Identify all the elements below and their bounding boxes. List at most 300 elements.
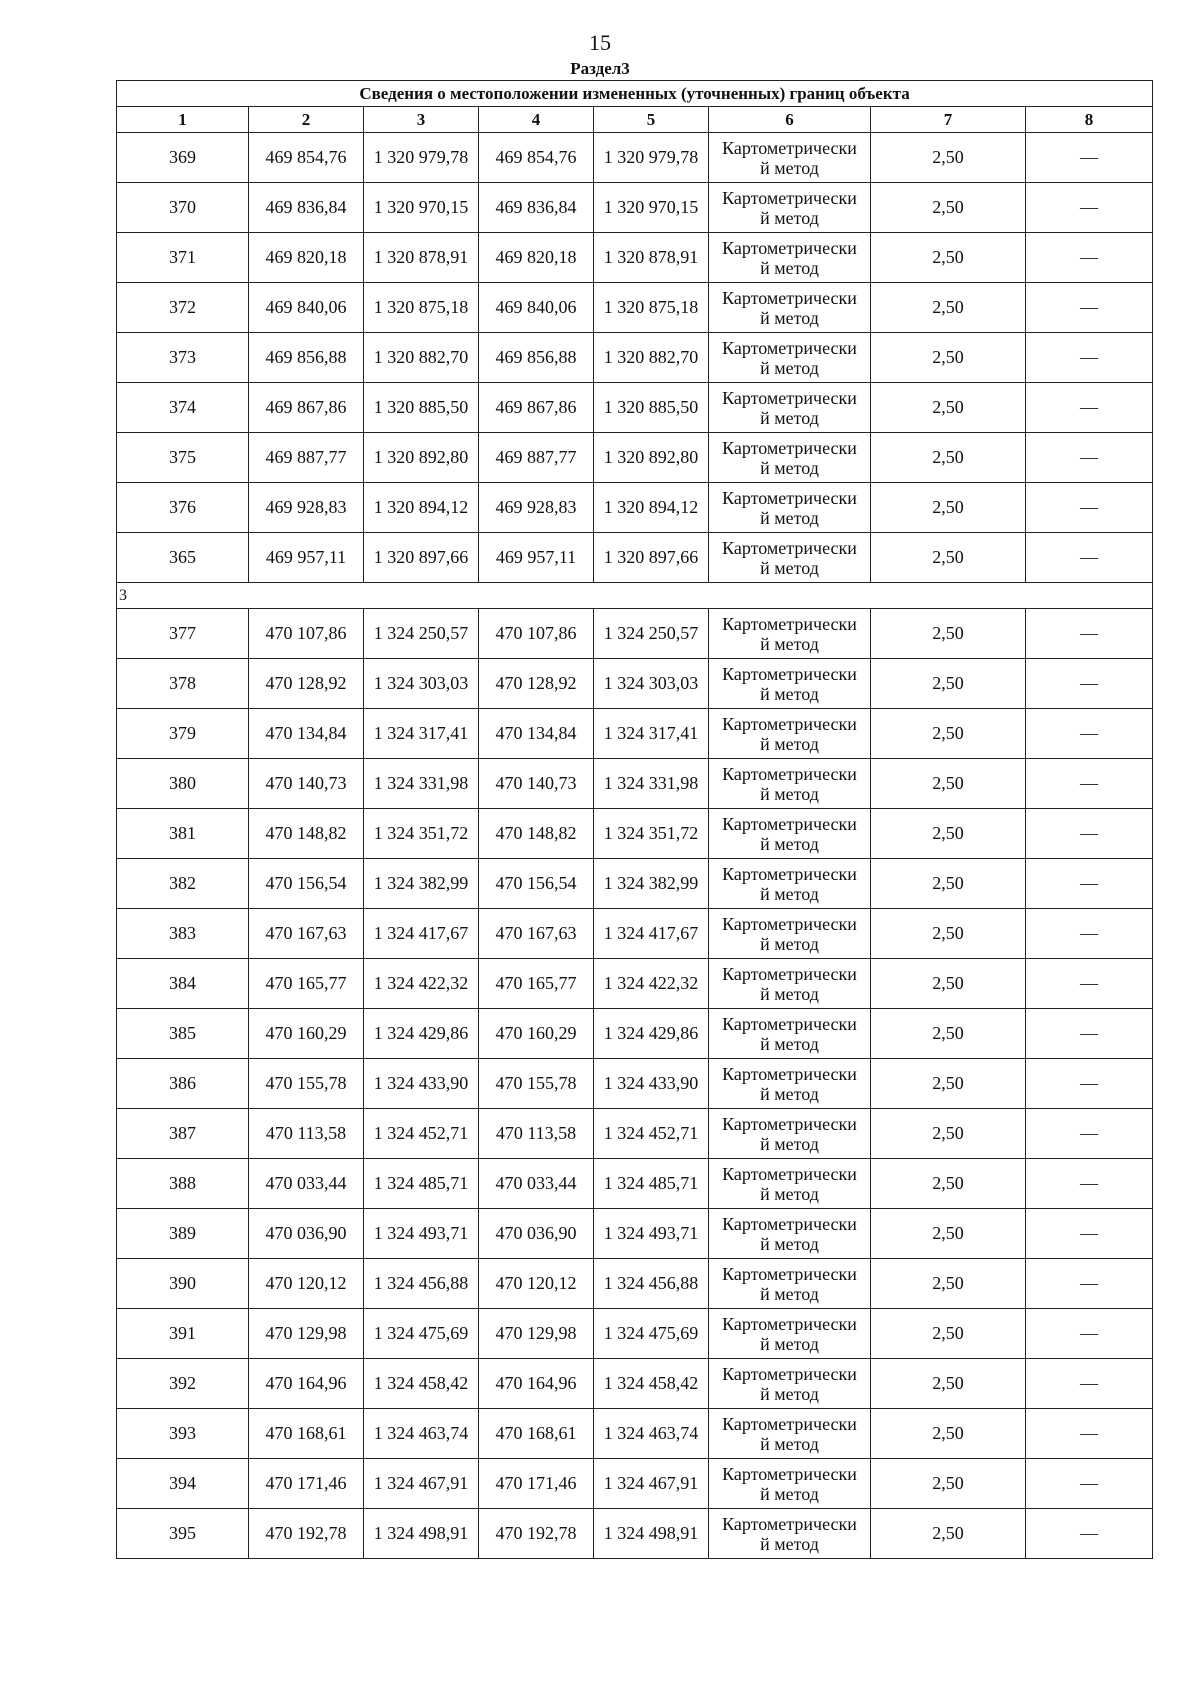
accuracy-cell: 2,50 [871,233,1026,283]
description-cell: — [1026,1409,1153,1459]
method-line-1: Картометрически [722,1063,857,1084]
table-row [117,1259,1153,1309]
method-line-2: й метод [760,633,819,654]
y-existing-cell: 1 324 429,86 [364,1009,479,1059]
method-line-1: Картометрически [722,1113,857,1134]
accuracy-cell: 2,50 [871,1259,1026,1309]
x-existing-cell: 469 887,77 [249,433,364,483]
y-refined-cell: 1 320 882,70 [594,333,709,383]
accuracy-cell: 2,50 [871,283,1026,333]
point-number-cell: 391 [117,1309,249,1359]
x-refined-cell: 470 120,12 [479,1259,594,1309]
x-refined-cell: 470 167,63 [479,909,594,959]
x-existing-cell: 470 165,77 [249,959,364,1009]
column-number: 7 [871,107,1026,133]
y-existing-cell: 1 324 485,71 [364,1159,479,1209]
method-line-2: й метод [760,207,819,228]
description-cell: — [1026,1209,1153,1259]
x-existing-cell: 470 129,98 [249,1309,364,1359]
method-cell [709,533,871,583]
x-existing-cell: 470 192,78 [249,1509,364,1559]
description-cell: — [1026,433,1153,483]
method-cell [709,1409,871,1459]
y-existing-cell: 1 320 892,80 [364,433,479,483]
method-line-2: й метод [760,1033,819,1054]
accuracy-cell: 2,50 [871,333,1026,383]
y-existing-cell: 1 324 463,74 [364,1409,479,1459]
description-cell: — [1026,859,1153,909]
accuracy-cell: 2,50 [871,133,1026,183]
accuracy-cell: 2,50 [871,1309,1026,1359]
table-row [117,609,1153,659]
method-line-1: Картометрически [722,1313,857,1334]
accuracy-cell: 2,50 [871,533,1026,583]
y-refined-cell: 1 320 878,91 [594,233,709,283]
x-existing-cell: 470 164,96 [249,1359,364,1409]
y-existing-cell: 1 324 422,32 [364,959,479,1009]
method-cell [709,183,871,233]
column-number-row [117,107,1153,133]
point-number-cell: 392 [117,1359,249,1409]
method-line-1: Картометрически [722,487,857,508]
table-row [117,1059,1153,1109]
method-line-1: Картометрически [722,387,857,408]
description-cell: — [1026,759,1153,809]
column-number: 1 [117,107,249,133]
table-body-block-2 [117,609,1153,1559]
point-number-cell: 385 [117,1009,249,1059]
point-number-cell: 395 [117,1509,249,1559]
method-line-1: Картометрически [722,1363,857,1384]
point-number-cell: 375 [117,433,249,483]
y-refined-cell: 1 324 317,41 [594,709,709,759]
x-existing-cell: 470 148,82 [249,809,364,859]
table-row [117,1009,1153,1059]
y-refined-cell: 1 320 897,66 [594,533,709,583]
group-label: 3 [117,583,1153,609]
method-line-2: й метод [760,307,819,328]
description-cell: — [1026,133,1153,183]
y-existing-cell: 1 320 875,18 [364,283,479,333]
point-number-cell: 387 [117,1109,249,1159]
description-cell: — [1026,709,1153,759]
method-line-2: й метод [760,407,819,428]
accuracy-cell: 2,50 [871,433,1026,483]
x-existing-cell: 470 033,44 [249,1159,364,1209]
method-line-1: Картометрически [722,863,857,884]
x-refined-cell: 470 134,84 [479,709,594,759]
y-refined-cell: 1 324 303,03 [594,659,709,709]
y-existing-cell: 1 320 970,15 [364,183,479,233]
point-number-cell: 386 [117,1059,249,1109]
method-cell [709,233,871,283]
point-number-cell: 379 [117,709,249,759]
method-line-2: й метод [760,983,819,1004]
y-refined-cell: 1 324 475,69 [594,1309,709,1359]
description-cell: — [1026,283,1153,333]
accuracy-cell: 2,50 [871,859,1026,909]
point-number-cell: 383 [117,909,249,959]
method-line-1: Картометрически [722,613,857,634]
accuracy-cell: 2,50 [871,609,1026,659]
x-refined-cell: 470 129,98 [479,1309,594,1359]
x-existing-cell: 469 854,76 [249,133,364,183]
point-number-cell: 372 [117,283,249,333]
description-cell: — [1026,183,1153,233]
column-number: 5 [594,107,709,133]
method-cell [709,659,871,709]
point-number-cell: 377 [117,609,249,659]
table-row [117,233,1153,283]
method-line-2: й метод [760,733,819,754]
x-existing-cell: 470 171,46 [249,1459,364,1509]
x-refined-cell: 469 928,83 [479,483,594,533]
point-number-cell: 380 [117,759,249,809]
method-line-1: Картометрически [722,1463,857,1484]
method-cell [709,483,871,533]
accuracy-cell: 2,50 [871,1509,1026,1559]
method-cell [709,1509,871,1559]
table-row [117,659,1153,709]
x-refined-cell: 469 836,84 [479,183,594,233]
y-existing-cell: 1 320 979,78 [364,133,479,183]
method-cell [709,859,871,909]
x-refined-cell: 469 867,86 [479,383,594,433]
method-line-2: й метод [760,1333,819,1354]
x-refined-cell: 470 165,77 [479,959,594,1009]
description-cell: — [1026,1109,1153,1159]
point-number-cell: 381 [117,809,249,859]
method-cell [709,1209,871,1259]
description-cell: — [1026,233,1153,283]
x-existing-cell: 470 113,58 [249,1109,364,1159]
description-cell: — [1026,909,1153,959]
method-line-2: й метод [760,833,819,854]
description-cell: — [1026,659,1153,709]
point-number-cell: 373 [117,333,249,383]
x-existing-cell: 470 128,92 [249,659,364,709]
point-number-cell: 376 [117,483,249,533]
y-existing-cell: 1 324 417,67 [364,909,479,959]
accuracy-cell: 2,50 [871,1059,1026,1109]
y-refined-cell: 1 324 429,86 [594,1009,709,1059]
accuracy-cell: 2,50 [871,709,1026,759]
method-line-2: й метод [760,1233,819,1254]
y-refined-cell: 1 324 485,71 [594,1159,709,1209]
method-line-1: Картометрически [722,963,857,984]
method-line-2: й метод [760,557,819,578]
method-line-1: Картометрически [722,913,857,934]
method-line-1: Картометрически [722,1513,857,1534]
point-number-cell: 394 [117,1459,249,1509]
y-refined-cell: 1 320 892,80 [594,433,709,483]
x-refined-cell: 470 168,61 [479,1409,594,1459]
x-existing-cell: 470 107,86 [249,609,364,659]
y-refined-cell: 1 324 331,98 [594,759,709,809]
point-number-cell: 382 [117,859,249,909]
point-number-cell: 393 [117,1409,249,1459]
x-existing-cell: 470 168,61 [249,1409,364,1459]
x-refined-cell: 470 128,92 [479,659,594,709]
point-number-cell: 374 [117,383,249,433]
method-line-1: Картометрически [722,663,857,684]
x-existing-cell: 470 160,29 [249,1009,364,1059]
section-title: Раздел3 [570,59,630,78]
description-cell: — [1026,1509,1153,1559]
x-refined-cell: 470 171,46 [479,1459,594,1509]
method-line-2: й метод [760,1533,819,1554]
x-refined-cell: 470 033,44 [479,1159,594,1209]
method-cell [709,1159,871,1209]
x-existing-cell: 469 840,06 [249,283,364,333]
y-existing-cell: 1 324 498,91 [364,1509,479,1559]
table-row [117,333,1153,383]
description-cell: — [1026,1259,1153,1309]
table-row [117,909,1153,959]
table-caption: Сведения о местоположении измененных (уточненных) границ объекта [117,81,1153,107]
y-refined-cell: 1 324 456,88 [594,1259,709,1309]
method-cell [709,609,871,659]
x-refined-cell: 470 113,58 [479,1109,594,1159]
x-existing-cell: 470 156,54 [249,859,364,909]
accuracy-cell: 2,50 [871,1109,1026,1159]
accuracy-cell: 2,50 [871,1359,1026,1409]
method-cell [709,909,871,959]
x-existing-cell: 470 120,12 [249,1259,364,1309]
method-line-2: й метод [760,1083,819,1104]
table-row [117,1409,1153,1459]
method-cell [709,1109,871,1159]
column-number: 2 [249,107,364,133]
accuracy-cell: 2,50 [871,383,1026,433]
x-refined-cell: 470 155,78 [479,1059,594,1109]
method-line-2: й метод [760,257,819,278]
description-cell: — [1026,609,1153,659]
y-refined-cell: 1 324 493,71 [594,1209,709,1259]
table-row [117,1459,1153,1509]
method-cell [709,709,871,759]
accuracy-cell: 2,50 [871,483,1026,533]
y-existing-cell: 1 324 452,71 [364,1109,479,1159]
method-line-1: Картометрически [722,537,857,558]
y-refined-cell: 1 324 417,67 [594,909,709,959]
x-refined-cell: 470 140,73 [479,759,594,809]
method-cell [709,283,871,333]
y-refined-cell: 1 324 458,42 [594,1359,709,1409]
accuracy-cell: 2,50 [871,659,1026,709]
method-line-2: й метод [760,1483,819,1504]
method-cell [709,959,871,1009]
description-cell: — [1026,1309,1153,1359]
method-line-2: й метод [760,1383,819,1404]
table-row [117,183,1153,233]
method-line-2: й метод [760,1283,819,1304]
y-refined-cell: 1 320 970,15 [594,183,709,233]
point-number-cell: 378 [117,659,249,709]
method-line-2: й метод [760,883,819,904]
description-cell: — [1026,1009,1153,1059]
coordinates-table [116,80,1153,1559]
y-existing-cell: 1 320 894,12 [364,483,479,533]
point-number-cell: 371 [117,233,249,283]
x-refined-cell: 470 160,29 [479,1009,594,1059]
method-line-1: Картометрически [722,187,857,208]
y-refined-cell: 1 320 979,78 [594,133,709,183]
table-row [117,133,1153,183]
y-existing-cell: 1 320 897,66 [364,533,479,583]
method-line-2: й метод [760,507,819,528]
method-line-1: Картометрически [722,763,857,784]
description-cell: — [1026,959,1153,1009]
accuracy-cell: 2,50 [871,1009,1026,1059]
method-line-2: й метод [760,457,819,478]
y-refined-cell: 1 320 894,12 [594,483,709,533]
y-refined-cell: 1 320 875,18 [594,283,709,333]
y-existing-cell: 1 324 456,88 [364,1259,479,1309]
y-existing-cell: 1 324 250,57 [364,609,479,659]
accuracy-cell: 2,50 [871,1159,1026,1209]
method-line-2: й метод [760,1133,819,1154]
y-existing-cell: 1 324 493,71 [364,1209,479,1259]
method-line-2: й метод [760,683,819,704]
method-line-2: й метод [760,357,819,378]
method-line-1: Картометрически [722,237,857,258]
y-existing-cell: 1 324 475,69 [364,1309,479,1359]
y-refined-cell: 1 324 463,74 [594,1409,709,1459]
x-refined-cell: 469 856,88 [479,333,594,383]
table-row [117,1359,1153,1409]
method-cell [709,1359,871,1409]
table-row [117,483,1153,533]
x-existing-cell: 469 867,86 [249,383,364,433]
point-number-cell: 369 [117,133,249,183]
accuracy-cell: 2,50 [871,759,1026,809]
point-number-cell: 389 [117,1209,249,1259]
method-line-1: Картометрически [722,1013,857,1034]
x-existing-cell: 469 856,88 [249,333,364,383]
table-row [117,809,1153,859]
table-row [117,1209,1153,1259]
column-number: 4 [479,107,594,133]
accuracy-cell: 2,50 [871,1209,1026,1259]
table-row [117,383,1153,433]
method-cell [709,1059,871,1109]
description-cell: — [1026,1059,1153,1109]
table-row [117,959,1153,1009]
x-refined-cell: 470 156,54 [479,859,594,909]
accuracy-cell: 2,50 [871,183,1026,233]
column-number: 6 [709,107,871,133]
table-row [117,1509,1153,1559]
table-row [117,433,1153,483]
column-number: 8 [1026,107,1153,133]
point-number-cell: 384 [117,959,249,1009]
method-cell [709,809,871,859]
description-cell: — [1026,483,1153,533]
method-cell [709,1459,871,1509]
method-line-1: Картометрически [722,137,857,158]
accuracy-cell: 2,50 [871,909,1026,959]
description-cell: — [1026,533,1153,583]
x-refined-cell: 469 854,76 [479,133,594,183]
method-cell [709,433,871,483]
point-number-cell: 388 [117,1159,249,1209]
method-line-1: Картометрически [722,437,857,458]
method-line-2: й метод [760,1183,819,1204]
y-existing-cell: 1 324 331,98 [364,759,479,809]
accuracy-cell: 2,50 [871,959,1026,1009]
y-refined-cell: 1 324 250,57 [594,609,709,659]
method-line-2: й метод [760,933,819,954]
description-cell: — [1026,333,1153,383]
method-line-1: Картометрически [722,713,857,734]
method-cell [709,133,871,183]
y-existing-cell: 1 324 317,41 [364,709,479,759]
table-row [117,1309,1153,1359]
y-existing-cell: 1 324 382,99 [364,859,479,909]
x-refined-cell: 470 107,86 [479,609,594,659]
x-refined-cell: 470 148,82 [479,809,594,859]
table-body-block-1 [117,133,1153,583]
point-number-cell: 365 [117,533,249,583]
x-refined-cell: 469 840,06 [479,283,594,333]
table-row [117,1109,1153,1159]
x-existing-cell: 470 140,73 [249,759,364,809]
method-line-2: й метод [760,157,819,178]
point-number-cell: 390 [117,1259,249,1309]
y-existing-cell: 1 324 467,91 [364,1459,479,1509]
x-existing-cell: 470 134,84 [249,709,364,759]
page-number: 15 [589,30,611,55]
method-cell [709,1309,871,1359]
y-existing-cell: 1 324 458,42 [364,1359,479,1409]
x-refined-cell: 470 036,90 [479,1209,594,1259]
y-refined-cell: 1 320 885,50 [594,383,709,433]
x-existing-cell: 470 036,90 [249,1209,364,1259]
x-existing-cell: 469 957,11 [249,533,364,583]
method-cell [709,759,871,809]
y-existing-cell: 1 320 882,70 [364,333,479,383]
x-existing-cell: 469 836,84 [249,183,364,233]
y-refined-cell: 1 324 498,91 [594,1509,709,1559]
table-row [117,709,1153,759]
y-refined-cell: 1 324 452,71 [594,1109,709,1159]
accuracy-cell: 2,50 [871,809,1026,859]
group-separator [117,583,1153,609]
y-refined-cell: 1 324 422,32 [594,959,709,1009]
method-line-1: Картометрически [722,287,857,308]
method-line-1: Картометрически [722,1263,857,1284]
method-cell [709,383,871,433]
table-row [117,1159,1153,1209]
description-cell: — [1026,1459,1153,1509]
y-refined-cell: 1 324 382,99 [594,859,709,909]
method-line-2: й метод [760,1433,819,1454]
table-row [117,759,1153,809]
method-cell [709,333,871,383]
method-cell [709,1009,871,1059]
description-cell: — [1026,383,1153,433]
x-existing-cell: 470 155,78 [249,1059,364,1109]
y-existing-cell: 1 320 885,50 [364,383,479,433]
x-existing-cell: 469 820,18 [249,233,364,283]
accuracy-cell: 2,50 [871,1409,1026,1459]
description-cell: — [1026,1359,1153,1409]
column-number: 3 [364,107,479,133]
method-line-2: й метод [760,783,819,804]
x-refined-cell: 469 887,77 [479,433,594,483]
table-row [117,533,1153,583]
